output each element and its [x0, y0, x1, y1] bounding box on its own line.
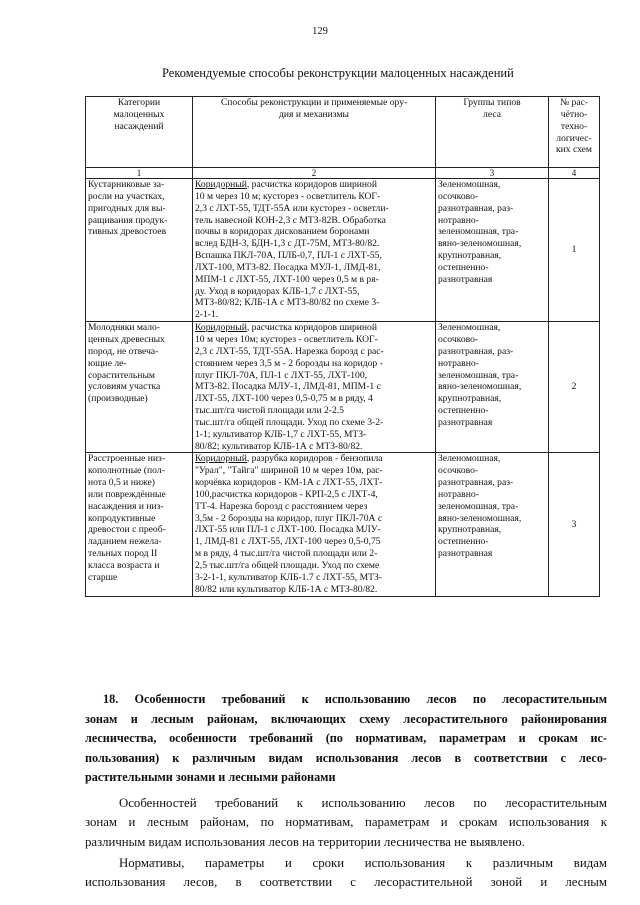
forest-type-line: зеленомошная, тра- — [438, 226, 519, 238]
method-line: ЛХТ-55 или ПЛ-1 с ЛХТ-100. Посадка МЛУ- — [195, 524, 381, 536]
forest-type-line: нотравно- — [438, 214, 479, 226]
method-line: плуг ПКЛ-70А, ПЛ-1 с ЛХТ-55, ЛХТ-100, — [195, 369, 368, 381]
scheme-number: 1 — [549, 179, 600, 322]
column-number-row — [86, 168, 600, 179]
table-row — [86, 453, 600, 596]
category-line: (производные) — [88, 393, 148, 405]
forest-types-cell — [436, 322, 549, 453]
category-line: тивных древостоев — [88, 226, 167, 238]
header-cell — [193, 97, 436, 168]
forest-type-line: вяно-зеленомошная, — [438, 512, 522, 524]
forest-type-line: вяно-зеленомошная, — [438, 381, 522, 393]
scheme-number: 3 — [549, 453, 600, 596]
method-line: 3,5м - 2 борозды на коридор, плуг ПКЛ-70А с — [195, 512, 383, 524]
category-line: ющие ле- — [88, 357, 127, 369]
forest-type-line: осочково- — [438, 465, 479, 477]
category-line: Кустарниковые за- — [88, 179, 165, 190]
header-label-line: Способы реконструкции и применяемые ору- — [220, 97, 408, 108]
paragraph-2 — [85, 854, 607, 893]
header-label-line: насаждений — [114, 120, 164, 132]
method-line: Вспашка ПКЛ-70А, ПЛБ-0,7, ПЛ-1 с ЛХТ-55, — [195, 250, 382, 262]
method-line: Коридорный, расчистка коридоров шириной — [195, 322, 377, 334]
paragraph-1 — [85, 794, 607, 852]
method-line: ЛХТ-55, ЛХТ-100 через 0,5-0,75 м в ряду, 4 — [195, 393, 373, 405]
method-line: 2,3 с ЛХТ-55, ТДТ-55А. Нарезка борозд с рас- — [195, 345, 384, 357]
method-line: 2-1-1. — [195, 309, 219, 321]
header-cell — [86, 97, 193, 168]
category-line: нота 0,5 и ниже) — [88, 477, 155, 489]
forest-type-line: осочково- — [438, 190, 479, 202]
method-type-label: Коридорный — [195, 179, 247, 190]
method-line: 80/82 или культиватор КЛБ-1А с МТЗ-80/82. — [195, 583, 378, 595]
header-label-line: чётно- — [560, 108, 588, 120]
method-line: 2,5 тыс.шт/га общей площади. Уход по схеме — [195, 560, 380, 571]
method-line: почвы в коридорах дискованием боронами — [195, 226, 370, 238]
page-number: 129 — [312, 26, 328, 37]
heading-line: лесничества, особенности требований (по нормативам, параметрам и срокам ис- — [85, 731, 607, 745]
forest-type-line: зеленомошная, тра- — [438, 500, 519, 512]
method-line: вслед БДН-3, БДН-1,3 с ДТ-75М, МТЗ-80/82. — [195, 238, 380, 250]
method-cell — [193, 179, 436, 322]
forest-type-line: разнотравная — [438, 273, 493, 285]
category-line: класса возраста и — [88, 560, 160, 571]
method-line: 80/82; культиватор КЛБ-1А с МТЗ-80/82. — [195, 440, 363, 452]
category-line: ращивания продук- — [88, 214, 168, 226]
method-line: МТЗ-80/82; КЛБ-1А с МТЗ-80/82 по схеме 3- — [195, 297, 380, 309]
forest-types-cell — [436, 179, 549, 322]
method-type-label: Коридорный — [195, 453, 247, 465]
method-line: МПМ-1 с ЛХТ-55, ЛХТ-100 через 0,5 м в ря- — [195, 273, 379, 285]
paragraph-line: Особенностей требований к использованию лесов по лесорастительным — [119, 796, 607, 810]
paragraph-line: Нормативы, параметры и сроки использования к различным видам — [119, 856, 607, 870]
paragraph-line: использования лесов, в соответствии с лесорастительной зоной и лесным — [85, 875, 607, 890]
header-label-line: дия и механизмы — [279, 108, 349, 120]
method-line: 3-2-1-1, культиватор КЛБ-1.7 с ЛХТ-55, МТЗ- — [195, 571, 382, 583]
category-line: насаждения и низ- — [88, 500, 164, 512]
section-heading — [85, 690, 607, 788]
method-line: Коридорный, расчистка коридоров шириной — [195, 179, 377, 190]
heading-line: 18. Особенности требований к использованию лесов по лесорастительным — [103, 692, 607, 706]
category-line: Расстроенные низ- — [88, 453, 166, 465]
column-number: 4 — [549, 168, 600, 179]
category-line: ценных древесных — [88, 333, 165, 345]
forest-type-line: Зеленомошная, — [438, 322, 501, 334]
forest-types-cell — [436, 453, 549, 596]
category-line: кополнотные (пол- — [88, 465, 165, 477]
method-line: тель навесной КОН-2,3 с МТЗ-82В. Обработка — [195, 214, 386, 226]
forest-type-line: нотравно- — [438, 488, 479, 500]
category-cell — [86, 179, 193, 322]
category-line: пригодных для вы- — [88, 202, 166, 214]
method-line: стоянием через 3,5 м - 2 борозды на коридор - — [195, 357, 383, 369]
header-label-line: малоценных — [113, 108, 165, 120]
header-label-line: техно- — [560, 120, 588, 132]
header-cell — [436, 97, 549, 168]
method-line: 10 м через 10м; кусторез - осветлитель КОГ- — [195, 333, 378, 345]
method-line: 10 м через 10 м; кусторез - осветлитель КОГ- — [195, 190, 381, 202]
category-line: пород, не отвеча- — [88, 345, 159, 357]
heading-line: растительными зонами и лесными районами — [85, 770, 336, 784]
forest-type-line: разнотравная, раз- — [438, 202, 514, 214]
header-label-line: № рас- — [559, 97, 589, 108]
category-cell — [86, 322, 193, 453]
method-line: Коридорный, разрубка коридоров - бензопила — [195, 453, 383, 465]
table-header-row — [86, 97, 600, 168]
category-cell — [86, 453, 193, 596]
category-line: старше — [88, 571, 118, 583]
forest-type-line: осочково- — [438, 333, 479, 345]
forest-type-line: зеленомошная, тра- — [438, 369, 519, 381]
header-label-line: Группы типов — [463, 97, 521, 108]
forest-type-line: разнотравная, раз- — [438, 345, 514, 357]
header-label-line: леса — [483, 108, 501, 120]
forest-type-line: Зеленомошная, — [438, 179, 501, 190]
paragraph-line: различным видам использования лесов на территории лесничества не выявлено. — [85, 834, 525, 849]
forest-type-line: крупнотравная, — [438, 524, 502, 536]
method-type-label: Коридорный — [195, 322, 247, 334]
method-line: 100,расчистка коридоров - КРП-2,5 с ЛХТ-4, — [195, 488, 378, 500]
category-line: Молодняки мало- — [88, 322, 161, 334]
paragraph-line: зонам и лесным районам, по нормативам, параметрам и срокам использования к — [85, 815, 607, 830]
forest-type-line: Зеленомошная, — [438, 453, 501, 465]
category-line: тельных пород II — [88, 548, 158, 560]
header-cell — [549, 97, 600, 168]
category-line: условиям участка — [88, 381, 161, 393]
category-line: или повреждённые — [88, 488, 166, 500]
table-row — [86, 179, 600, 322]
table-row — [86, 322, 600, 453]
category-line: ладанием нежела- — [88, 536, 162, 548]
forest-type-line: остепненно- — [438, 405, 489, 417]
heading-line: пользования) к различным видам использования лесов в соответствии с лесо- — [85, 750, 607, 765]
method-line: "Урал", "Тайга" шириной 10 м через 10м, рас- — [195, 465, 383, 477]
method-line: м в ряду, 4 тыс.шт/га чистой площади или 2- — [195, 548, 378, 560]
column-number: 2 — [193, 168, 436, 179]
header-label-line: Категории — [117, 97, 161, 108]
method-line: 1-1; культиватор КЛБ-1,7 с ЛХТ-55, МТЗ- — [195, 428, 367, 440]
column-number: 1 — [86, 168, 193, 179]
header-label-line: ких схем — [555, 144, 592, 156]
method-line: 2,3 с ЛХТ-55, ТДТ-55А или кусторез - осветли- — [195, 202, 389, 214]
forest-type-line: остепненно- — [438, 261, 489, 273]
forest-type-line: крупнотравная, — [438, 393, 502, 405]
category-line: древостои с преоб- — [88, 524, 166, 536]
table-title: Рекомендуемые способы реконструкции малоценных насаждений — [162, 66, 514, 80]
forest-type-line: разнотравная — [438, 548, 493, 560]
method-line: ЛХТ-100, МТЗ-82. Посадка МУЛ-1, ЛМД-81, — [195, 261, 381, 273]
method-line: ТТ-4. Нарезка борозд с расстоянием через — [195, 500, 368, 512]
header-label-line: логичес- — [556, 132, 592, 144]
forest-type-line: остепненно- — [438, 536, 489, 548]
forest-type-line: крупнотравная, — [438, 250, 502, 262]
forest-type-line: нотравно- — [438, 357, 479, 369]
forest-type-line: разнотравная — [438, 416, 493, 428]
method-line: тыс.шт/га чистой площади или 2-2.5 — [195, 405, 344, 417]
category-line: росли на участках, — [88, 190, 165, 202]
method-cell — [193, 453, 436, 596]
category-line: копродуктивные — [88, 512, 156, 524]
scheme-number: 2 — [549, 322, 600, 453]
reconstruction-table — [85, 96, 600, 597]
method-line: корчёвка коридоров - КМ-1А с ЛХТ-55, ЛХТ- — [195, 477, 383, 489]
forest-type-line: вяно-зеленомошная, — [438, 238, 522, 250]
method-line: ду. Уход в коридорах КЛБ-1,7 с ЛХТ-55, — [195, 285, 360, 297]
method-cell — [193, 322, 436, 453]
column-number: 3 — [436, 168, 549, 179]
method-line: МТЗ-82. Посадка МЛУ-1, ЛМД-81, МПМ-1 с — [195, 381, 381, 393]
heading-line: зонам и лесным районам, включающих схему лесорастительного районирования — [85, 711, 607, 726]
method-line: 1, ЛМД-81 с ЛХТ-55, ЛХТ-100 через 0,5-0,75 — [195, 536, 381, 548]
category-line: сорастительным — [88, 369, 155, 381]
method-line: тыс.шт/га общей площади. Уход по схеме 3-2- — [195, 416, 384, 428]
forest-type-line: разнотравная, раз- — [438, 477, 514, 489]
